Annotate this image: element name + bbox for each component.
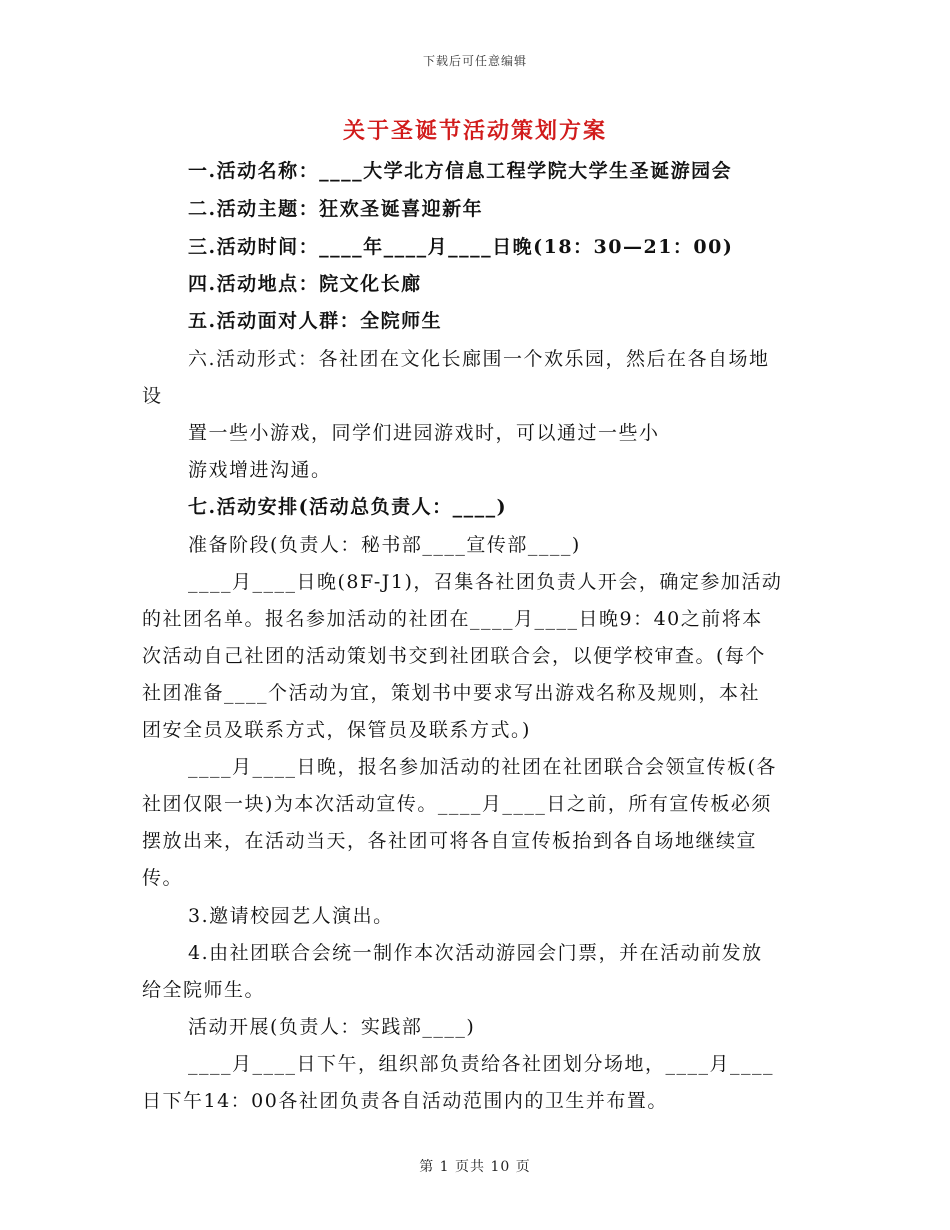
item-activity-theme: 二.活动主题：狂欢圣诞喜迎新年 bbox=[188, 198, 484, 220]
paragraph-line: 设 bbox=[142, 385, 163, 407]
item-activity-audience: 五.活动面对人群：全院师生 bbox=[188, 310, 443, 332]
list-item-3: 3.邀请校园艺人演出。 bbox=[188, 905, 394, 927]
paragraph-line: 给全院师生。 bbox=[142, 979, 266, 1001]
paragraph-line: 次活动自己社团的活动策划书交到社团联合会，以便学校审查。(每个 bbox=[142, 645, 766, 667]
paragraph-line: 社团准备____个活动为宜，策划书中要求写出游戏名称及规则，本社 bbox=[142, 682, 761, 704]
paragraph-line: 社团仅限一块)为本次活动宣传。____月____日之前，所有宣传板必须 bbox=[142, 793, 772, 815]
section-preparation: 准备阶段(负责人：秘书部____宣传部____) bbox=[188, 534, 581, 556]
page-footer: 第 1 页共 10 页 bbox=[419, 1159, 531, 1175]
paragraph-line: 置一些小游戏，同学们进园游戏时，可以通过一些小 bbox=[188, 422, 660, 444]
paragraph-line: ____月____日晚(8F-J1)，召集各社团负责人开会，确定参加活动 bbox=[188, 571, 783, 593]
list-item-4: 4.由社团联合会统一制作本次活动游园会门票，并在活动前发放 bbox=[188, 942, 763, 964]
paragraph-line: ____月____日晚，报名参加活动的社团在社团联合会领宣传板(各 bbox=[188, 756, 777, 778]
item-activity-name: 一.活动名称：____大学北方信息工程学院大学生圣诞游园会 bbox=[188, 160, 733, 182]
item-activity-location: 四.活动地点：院文化长廊 bbox=[188, 273, 422, 295]
item-activity-form: 六.活动形式：各社团在文化长廊围一个欢乐园，然后在各自场地 bbox=[188, 348, 770, 370]
item-activity-time: 三.活动时间：____年____月____日晚(18：30—21：00) bbox=[188, 236, 734, 258]
paragraph-line: 日下午14：00各社团负责各自活动范围内的卫生并布置。 bbox=[142, 1090, 668, 1112]
item-activity-schedule: 七.活动安排(活动总负责人：____) bbox=[188, 496, 508, 518]
header-note: 下载后可任意编辑 bbox=[422, 54, 527, 68]
paragraph-line: 的社团名单。报名参加活动的社团在____月____日晚9：40之前将本 bbox=[142, 608, 763, 630]
paragraph-line: 团安全员及联系方式，保管员及联系方式。) bbox=[142, 719, 531, 741]
paragraph-line: ____月____日下午，组织部负责给各社团划分场地，____月____ bbox=[188, 1053, 775, 1075]
paragraph-line: 摆放出来，在活动当天，各社团可将各自宣传板抬到各自场地继续宣 bbox=[142, 830, 758, 852]
paragraph-line: 游戏增进沟通。 bbox=[188, 459, 332, 481]
section-activity-execution: 活动开展(负责人：实践部____) bbox=[188, 1016, 476, 1038]
document-title: 关于圣诞节活动策划方案 bbox=[342, 118, 607, 144]
paragraph-line: 传。 bbox=[142, 867, 184, 889]
